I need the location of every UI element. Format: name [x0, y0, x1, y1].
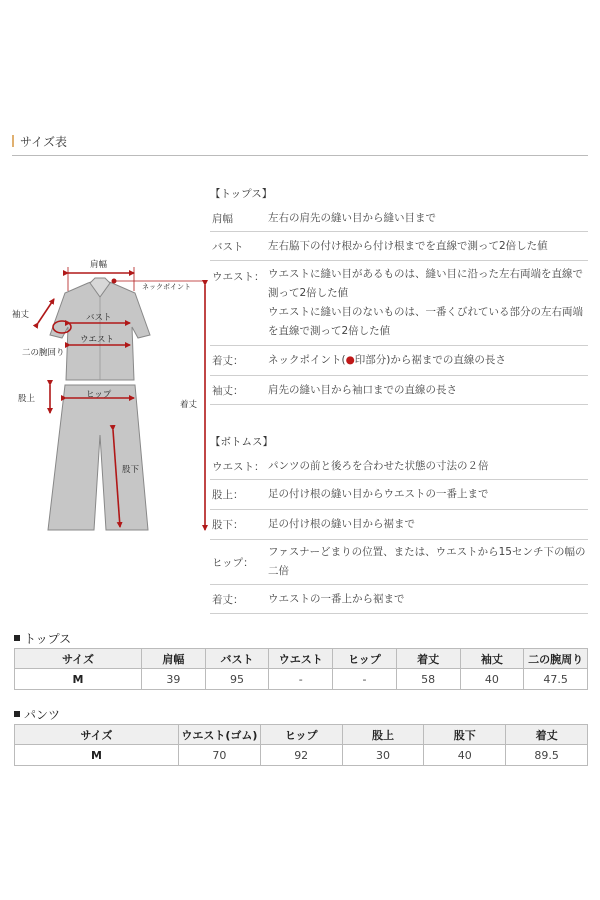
label-waist: ウエスト — [80, 335, 115, 345]
def-term: 袖丈： — [212, 384, 244, 397]
def-term: 着丈： — [212, 593, 244, 606]
def-desc: パンツの前と後ろを合わせた状態の寸法の２倍 — [268, 459, 489, 472]
bottoms-def-row — [210, 540, 588, 585]
column-header: 肩幅 — [142, 649, 206, 669]
title-rule — [12, 155, 588, 156]
def-term: ウエスト： — [212, 271, 265, 283]
table-cell: 39 — [142, 669, 206, 690]
table-cell: 89.5 — [506, 745, 588, 766]
table-cell: 30 — [342, 745, 424, 766]
tops-def-heading: 【トップス】 — [210, 188, 273, 200]
def-term: ウエスト： — [212, 460, 265, 473]
tops-table-caption: トップス — [14, 630, 71, 647]
def-desc: 左右脇下の付け根から付け根までを直線で測って2倍した値 — [268, 239, 548, 252]
def-desc: ファスナーどまりの位置、または、ウエストから15センチ下の幅の 二倍 — [268, 546, 586, 577]
table-header-row — [15, 649, 588, 669]
garment-figure — [10, 235, 215, 555]
table-cell: 47.5 — [524, 669, 588, 690]
tops-def-row — [210, 205, 588, 232]
bottoms-def-heading: 【ボトムス】 — [210, 436, 273, 448]
column-header: ウエスト — [269, 649, 333, 669]
column-header: 着丈 — [506, 725, 588, 745]
table-cell: 92 — [260, 745, 342, 766]
table-header-row — [15, 725, 588, 745]
table-cell: - — [333, 669, 397, 690]
table-cell: - — [269, 669, 333, 690]
square-bullet-icon — [14, 635, 20, 641]
tops-size-table — [14, 648, 588, 690]
label-bust: バスト — [86, 313, 112, 323]
def-term: 肩幅 — [212, 212, 233, 225]
column-header: バスト — [205, 649, 269, 669]
table-row — [15, 745, 588, 766]
tops-def-row — [210, 232, 588, 261]
section-title: サイズ表 — [12, 133, 67, 150]
label-shoulder: 肩幅 — [90, 260, 108, 270]
sleeve-line — [38, 299, 54, 323]
title-bar — [12, 135, 14, 147]
def-term: 股上： — [212, 489, 244, 501]
column-header: ヒップ — [333, 649, 397, 669]
pants-shape — [48, 385, 148, 530]
table-cell: 40 — [424, 745, 506, 766]
table-cell: 70 — [179, 745, 261, 766]
def-desc: 足の付け根の縫い目からウエストの一番上まで — [268, 488, 489, 500]
label-hip: ヒップ — [86, 390, 112, 400]
label-rise: 股上 — [18, 394, 36, 404]
table-cell: M — [15, 745, 179, 766]
def-desc: 左右の肩先の縫い目から縫い目まで — [268, 211, 436, 224]
def-term: バスト — [212, 240, 244, 253]
bottoms-def-row — [210, 453, 588, 480]
column-header: ウエスト(ゴム) — [179, 725, 261, 745]
table-cell: M — [15, 669, 142, 690]
column-header: 着丈 — [396, 649, 460, 669]
def-term: 着丈： — [212, 355, 244, 367]
label-inseam: 股下 — [122, 465, 140, 475]
def-desc: 足の付け根の縫い目から裾まで — [268, 518, 415, 530]
label-neck-point: ネックポイント — [142, 283, 191, 291]
column-header: サイズ — [15, 725, 179, 745]
column-header: 股下 — [424, 725, 506, 745]
tops-def-row — [210, 376, 588, 405]
column-header: サイズ — [15, 649, 142, 669]
tops-def-row — [210, 346, 588, 376]
measurement-definitions — [210, 183, 588, 614]
bottoms-def-row — [210, 480, 588, 510]
neck-point-dot — [112, 279, 117, 284]
table-cell: 40 — [460, 669, 524, 690]
def-term: 股下： — [212, 519, 244, 531]
def-desc: ウエストに縫い目があるものは、縫い目に沿った左右両端を直線で 測って2倍した値 ウエストに縫い目のないものは、一番くびれている部分の左右両端 を直線で測って2倍した値 — [268, 268, 583, 337]
column-header: ヒップ — [260, 725, 342, 745]
table-row — [15, 669, 588, 690]
tops-def-row — [210, 261, 588, 346]
bottoms-def-row — [210, 585, 588, 614]
table-cell: 58 — [396, 669, 460, 690]
pants-size-table — [14, 724, 588, 766]
square-bullet-icon — [14, 711, 20, 717]
label-length: 着丈 — [180, 400, 198, 410]
def-desc: ネックポイント(●印部分)から裾までの直線の長さ — [268, 354, 506, 366]
column-header: 二の腕周り — [524, 649, 588, 669]
def-desc: ウエストの一番上から裾まで — [268, 592, 405, 605]
def-desc: 肩先の縫い目から袖口までの直線の長さ — [268, 383, 457, 396]
bottoms-def-row — [210, 510, 588, 540]
def-term: ヒップ： — [212, 556, 254, 569]
column-header: 袖丈 — [460, 649, 524, 669]
pants-table-caption: パンツ — [14, 706, 60, 723]
column-header: 股上 — [342, 725, 424, 745]
table-cell: 95 — [205, 669, 269, 690]
label-upper-arm: 二の腕回り — [22, 348, 65, 358]
label-sleeve: 袖丈 — [12, 310, 30, 320]
red-dot-icon: ● — [345, 354, 355, 366]
